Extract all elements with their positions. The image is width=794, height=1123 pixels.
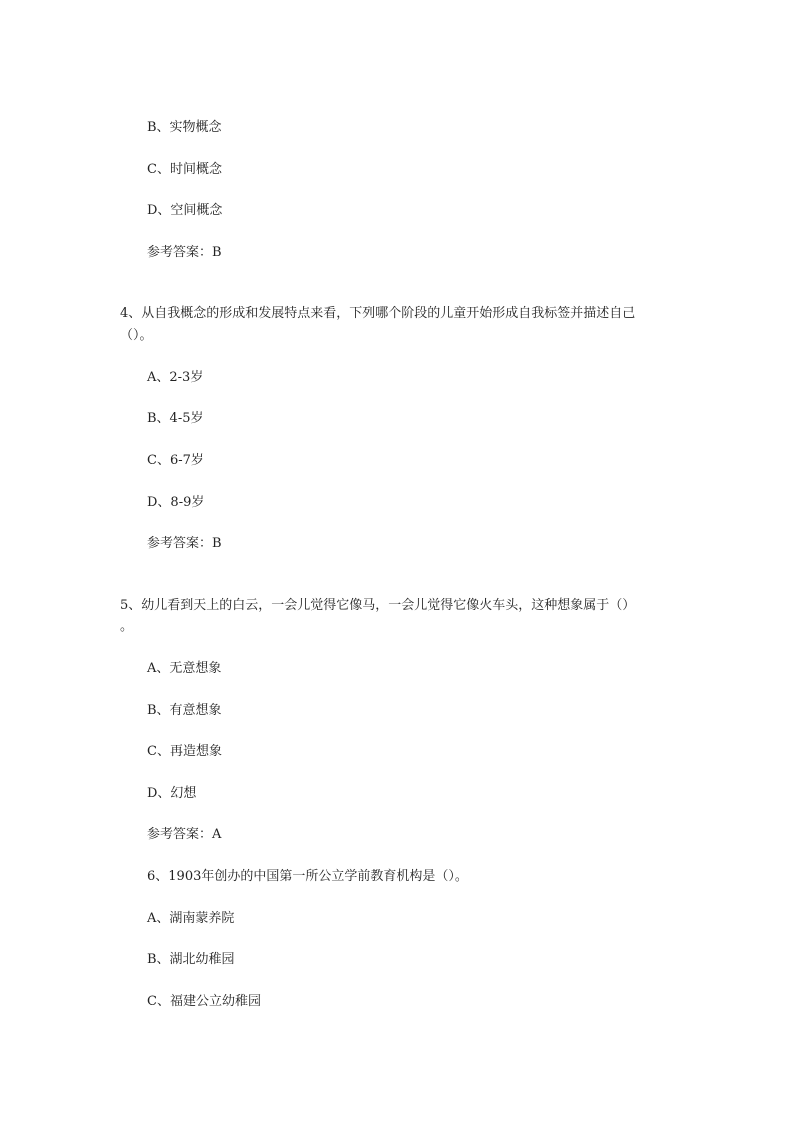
q4-answer: 参考答案：B	[147, 536, 222, 551]
q3-option-b: B、实物概念	[147, 120, 222, 135]
q5-option-d: D、幻想	[147, 786, 197, 801]
q4-option-c: C、6-7岁	[147, 453, 204, 468]
q5-answer: 参考答案：A	[147, 827, 222, 842]
q4-option-d: D、8-9岁	[147, 495, 205, 510]
q3-answer: 参考答案：B	[147, 245, 222, 260]
q4-stem-line2: （）。	[120, 328, 153, 343]
q3-option-d: D、空间概念	[147, 203, 223, 218]
q4-option-a: A、2-3岁	[147, 370, 204, 385]
q6-option-b: B、湖北幼稚园	[147, 952, 235, 967]
q5-option-b: B、有意想象	[147, 703, 222, 718]
q5-option-a: A、无意想象	[147, 661, 222, 676]
q6-option-c: C、福建公立幼稚园	[147, 994, 261, 1009]
q4-stem-line1: 4、从自我概念的形成和发展特点来看，下列哪个阶段的儿童开始形成自我标签并描述自己	[120, 306, 636, 321]
q6-stem: 6、1903年创办的中国第一所公立学前教育机构是（）。	[147, 869, 468, 884]
q4-option-b: B、4-5岁	[147, 411, 204, 426]
q5-stem-line1: 5、幼儿看到天上的白云，一会儿觉得它像马，一会儿觉得它像火车头，这种想象属于（）	[120, 598, 636, 613]
q5-option-c: C、再造想象	[147, 744, 222, 759]
q6-option-a: A、湖南蒙养院	[147, 911, 235, 926]
q5-stem-line2: 。	[120, 619, 134, 634]
q3-option-c: C、时间概念	[147, 162, 222, 177]
